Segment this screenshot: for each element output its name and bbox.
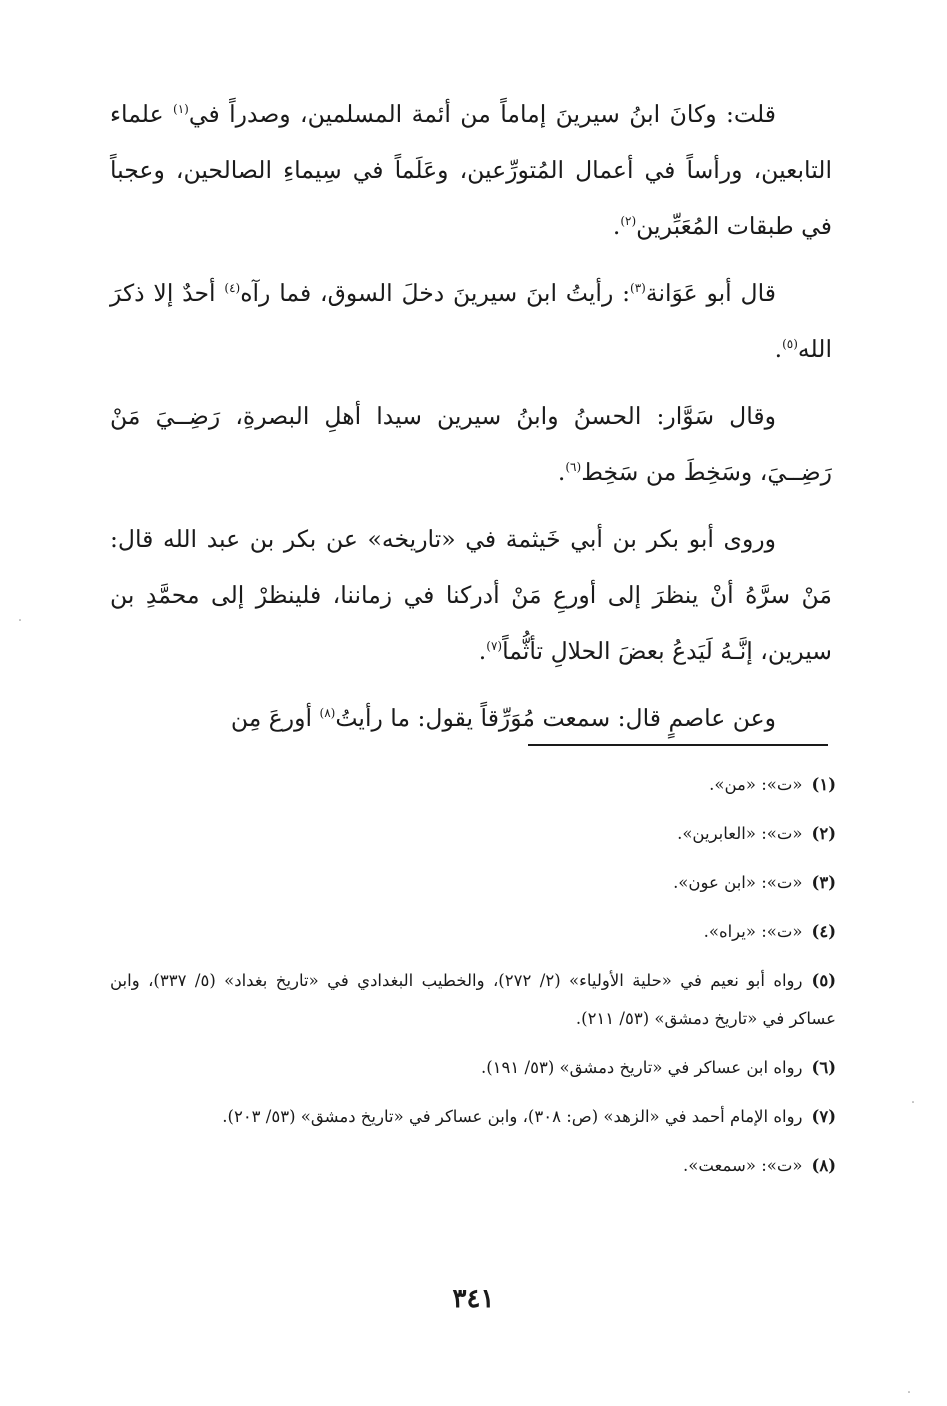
- footnote-marker: (٨): [319, 706, 336, 721]
- footnote-text: رواه الإمام أحمد في «الزهد» (ص: ٣٠٨)، وابن عساكر في «تاريخ دمشق» (٥٣/ ٢٠٣).: [222, 1107, 803, 1126]
- body-text: أورعَ مِن: [230, 704, 320, 732]
- footnote-text: «ت»: «من».: [709, 775, 803, 794]
- footnote-marker: (١): [173, 102, 189, 117]
- body-text: وقال سَوَّار: الحسنُ وابنُ سيرين سيدا أهلِ البصرةِ، رَضِــيَ مَنْ رَضِــيَ، وسَخِطَ من سَخِط: [110, 402, 832, 486]
- footnote-number: (٥): [811, 971, 836, 990]
- footnote-marker: (٧): [486, 639, 503, 654]
- body-text: قال أبو عَوَانة: [645, 279, 776, 307]
- body-text: .: [774, 335, 783, 363]
- footnote-text: «ت»: «يراه».: [703, 922, 803, 941]
- footnote-text: رواه أبو نعيم في «حلية الأولياء» (٢/ ٢٧٢)، والخطيب البغدادي في «تاريخ بغداد» (٥/ ٣٣٧)، وابن عساكر في «تاريخ دمشق» (٥٣/ ٢١١).: [110, 971, 836, 1028]
- footnote-marker: (٣): [630, 281, 646, 296]
- body-text: .: [557, 458, 566, 486]
- footnote-marker: (٢): [620, 214, 637, 229]
- page-number: ٣٤١: [452, 1284, 495, 1314]
- body-text: قلت: وكانَ ابنُ سيرينَ إماماً من أئمة المسلمين، وصدراً في: [188, 100, 776, 128]
- body-text: : رأيتُ ابنَ سيرينَ دخلَ السوق، فما رآه: [240, 279, 631, 307]
- body-text: وروى أبو بكر بن أبي خَيثمة في «تاريخه» عن بكر بن عبد الله قال: مَنْ سرَّهُ أنْ ينظرَ إلى أورعِ مَنْ أدركنا في زماننا، فلينظرْ إلى محمَّدِ بن سيرين، إنَّـهُ لَيَدعُ بعضَ الحلالِ تأثُّماً: [110, 525, 832, 665]
- footnote-number: (٣): [811, 873, 836, 892]
- footnote-marker: (٦): [565, 460, 582, 475]
- footnote-number: (٧): [811, 1107, 836, 1126]
- footnote-number: (٤): [811, 922, 836, 941]
- footnote-number: (٢): [811, 824, 836, 843]
- footnote-text: «ت»: «ابن عون».: [673, 873, 803, 892]
- body-text: علماء التابعين، ورأساً في أعمال المُتورِّعين، وعَلَماً في سِيماءِ الصالحين، وعجباً في طبقات المُعَبِّرين: [110, 100, 832, 240]
- footnote-text: «ت»: «العابرين».: [677, 824, 803, 843]
- body-text: وعن عاصمٍ قال: سمعت مُوَرِّقاً يقول: ما رأيتُ: [335, 704, 776, 732]
- footnote-text: رواه ابن عساكر في «تاريخ دمشق» (٥٣/ ١٩١).: [480, 1058, 803, 1077]
- footnote-number: (٦): [811, 1058, 836, 1077]
- body-text: .: [478, 637, 487, 665]
- footnote-text: «ت»: «سمعت».: [683, 1156, 803, 1175]
- body-text: أحدٌ إلا ذكرَ الله: [110, 279, 832, 363]
- footnote-number: (٨): [811, 1156, 836, 1175]
- body-text: .: [612, 212, 621, 240]
- footnote-marker: (٥): [782, 337, 798, 352]
- footnote-number: (١): [811, 775, 836, 794]
- footnote-marker: (٤): [224, 281, 241, 296]
